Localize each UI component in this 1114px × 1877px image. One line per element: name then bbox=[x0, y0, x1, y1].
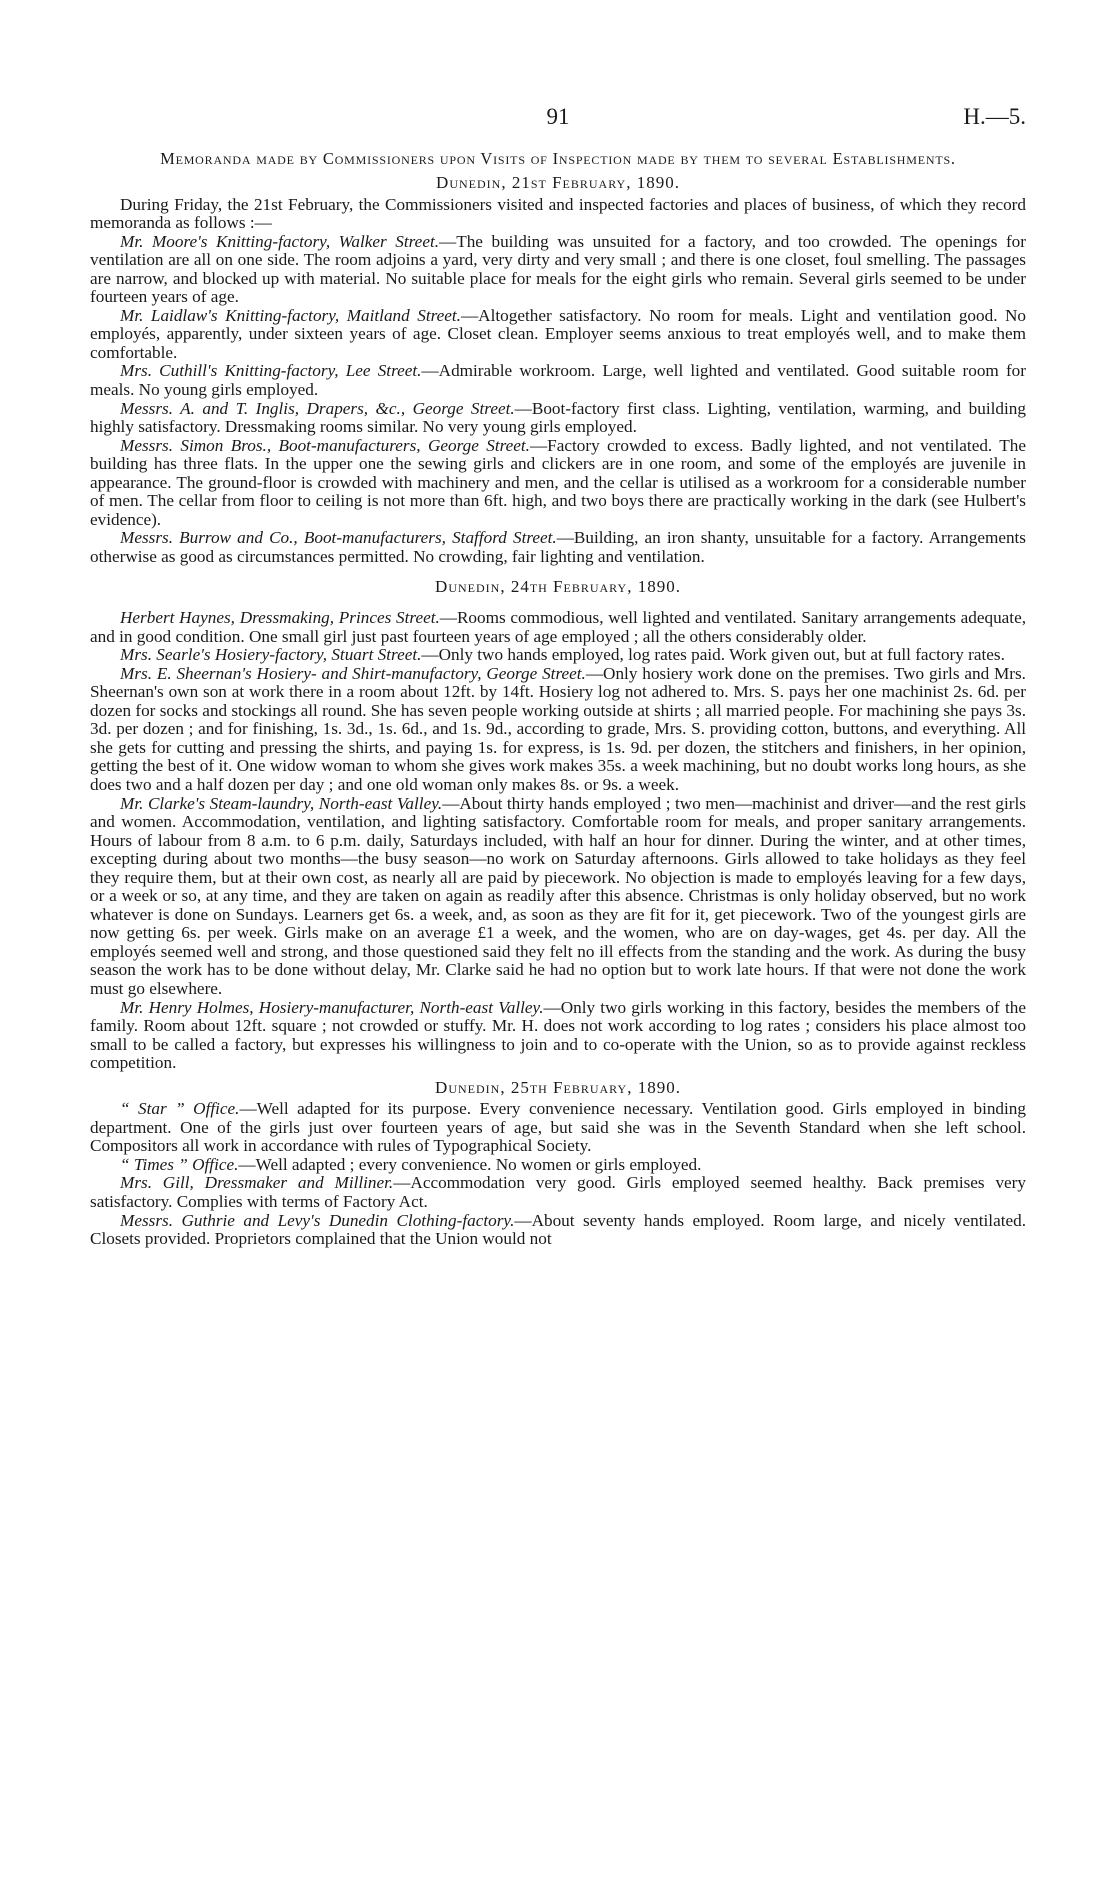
paragraph bbox=[90, 665, 1026, 795]
paragraph-text: —Building, an iron shanty, unsuitable for a factory. Arrangements otherwise as good as circumstances permitted. No crowding, fair lighting and ventilation. bbox=[90, 528, 1026, 566]
paragraph bbox=[90, 362, 1026, 399]
paragraph-text: —The building was unsuited for a factory, and too crowded. The openings for ventilation are all on one side. The room adjoins a yard, very dirty and very small ; and there is one closet, foul smelling. The passages are narrow, and blocked up with material. No suitable place for meals for the eight girls who remain. Several girls seemed to be under fourteen years of age. bbox=[90, 231, 1026, 307]
document-title: Memoranda made by Commissioners upon Visits of Inspection made by them to several Establishments. bbox=[160, 149, 956, 168]
document-body bbox=[90, 150, 1026, 1249]
section-21-february bbox=[90, 174, 1026, 566]
paragraph bbox=[90, 1174, 1026, 1211]
paragraph-text: —Admirable workroom. Large, well lighted and ventilated. Good suitable room for meals. No young girls employed. bbox=[90, 361, 1026, 400]
section-25-february bbox=[90, 1079, 1026, 1249]
paragraph-text: —Well adapted ; every convenience. No women or girls employed. bbox=[238, 1154, 702, 1174]
paragraph bbox=[90, 646, 1026, 665]
paragraph bbox=[90, 233, 1026, 307]
paragraph-lead: Mrs. Searle's Hosiery-factory, Stuart Street. bbox=[120, 645, 422, 665]
page-header bbox=[90, 104, 1026, 144]
paragraph-text: —Only two hands employed, log rates paid. Work given out, but at full factory rates. bbox=[421, 645, 1005, 665]
page-number: 91 bbox=[546, 104, 570, 129]
paragraph-text: —Well adapted for its purpose. Every convenience necessary. Ventilation good. Girls employed in binding department. One of the girls just over fourteen years of age, but said she was in the Seventh Standard when she left school. Compositors all work in accordance with rules of Typographical Society. bbox=[90, 1099, 1026, 1156]
paragraph-text: —Rooms commodious, well lighted and ventilated. Sanitary arrangements adequate, and in good condition. One small girl just past fourteen years of age employed ; all the others considerably older. bbox=[90, 608, 1026, 646]
paragraph bbox=[90, 1100, 1026, 1156]
paragraph-text: —Boot-factory first class. Lighting, ventilation, warming, and building highly satisfactory. Dressmaking rooms similar. No very young girls employed. bbox=[90, 398, 1026, 437]
paragraph bbox=[90, 437, 1026, 530]
page-reference: H.—5. bbox=[963, 104, 1026, 129]
paragraph bbox=[90, 1156, 1026, 1175]
paragraph-lead: Mr. Laidlaw's Knitting-factory, Maitland Street. bbox=[120, 305, 461, 325]
paragraph-lead: Messrs. A. and T. Inglis, Drapers, &c., George Street. bbox=[120, 398, 515, 418]
section-24-february bbox=[90, 578, 1026, 1072]
paragraph-lead: Herbert Haynes, Dressmaking, Princes Street. bbox=[120, 608, 440, 628]
paragraph-lead: Messrs. Guthrie and Levy's Dunedin Clothing-factory. bbox=[120, 1210, 515, 1230]
paragraph bbox=[90, 307, 1026, 363]
paragraph bbox=[90, 400, 1026, 437]
section-date: Dunedin, 21st February, 1890. bbox=[436, 173, 680, 192]
paragraph-text: —About thirty hands employed ; two men—machinist and driver—and the rest girls and women. Accommodation, ventilation, and lighting satisfactory. Comfortable room for meals, and proper sanitary arrangements. Hours of labour from 8 a.m. to 6 p.m. daily, Saturdays included, with half an hour for dinner. During the winter, and at other times, excepting during about two months—the busy season—no work on Saturday afternoons. Girls allowed to take holidays as they feel they require them, but at their own cost, as nearly all are paid by piecework. No objection is made to employés leaving for a few days, or a week or so, at any time, and they are taken on again as readily after this absence. Christmas is only holiday observed, but no work whatever is done on Sundays. Learners get 6s. a week, and, as soon as they are fit for it, get piecework. Two of the youngest girls are now getting 6s. per week. Girls make on an average £1 a week, and the women, who are on day-wages, get 4s. per day. All the employés seemed well and strong, and those questioned said they felt no ill effects from the standing and the work. As during the busy season the work has to be done without delay, Mr. Clarke said he had no option but to work late hours. If that were not done the work must go elsewhere. bbox=[90, 793, 1026, 998]
paragraph-lead: Mr. Clarke's Steam-laundry, North-east Valley. bbox=[120, 793, 443, 813]
paragraph-text: During Friday, the 21st February, the Commissioners visited and inspected factories and places of business, of which they record memoranda as follows :— bbox=[90, 194, 1026, 233]
paragraph-lead: Mrs. Gill, Dressmaker and Milliner. bbox=[120, 1173, 394, 1193]
paragraph bbox=[90, 529, 1026, 566]
paragraph bbox=[90, 196, 1026, 233]
paragraph-lead: “ Times ” Office. bbox=[120, 1154, 239, 1174]
paragraph-lead: Messrs. Simon Bros., Boot-manufacturers, George Street. bbox=[120, 435, 530, 455]
paragraph bbox=[90, 999, 1026, 1073]
paragraph-lead: Mrs. Cuthill's Knitting-factory, Lee Street. bbox=[120, 361, 422, 381]
paragraph-text: —Accommodation very good. Girls employed seemed healthy. Back premises very satisfactory. Complies with terms of Factory Act. bbox=[90, 1173, 1026, 1211]
paragraph-lead: Mrs. E. Sheernan's Hosiery- and Shirt-manufactory, George Street. bbox=[120, 663, 586, 683]
paragraph-text: —About seventy hands employed. Room large, and nicely ventilated. Closets provided. Proprietors complained that the Union would not bbox=[90, 1210, 1026, 1249]
paragraph-lead: Mr. Henry Holmes, Hosiery-manufacturer, North-east Valley. bbox=[120, 997, 544, 1017]
paragraph bbox=[90, 795, 1026, 999]
paragraph-lead: “ Star ” Office. bbox=[120, 1099, 240, 1119]
paragraph-text: —Only two girls working in this factory, besides the members of the family. Room about 12ft. square ; not crowded or stuffy. Mr. H. does not work according to log rates ; considers his place almost too small to be called a factory, but expresses his willingness to join and to co-operate with the Union, so as to provide against reckless competition. bbox=[90, 997, 1026, 1073]
paragraph-lead: Messrs. Burrow and Co., Boot-manufacturers, Stafford Street. bbox=[120, 528, 557, 548]
paragraph bbox=[90, 1212, 1026, 1249]
paragraph-text: —Altogether satisfactory. No room for meals. Light and ventilation good. No employés, apparently, under sixteen years of age. Closet clean. Employer seems anxious to treat employés well, and to make them comfortable. bbox=[90, 305, 1027, 362]
paragraph-text: —Only hosiery work done on the premises. Two girls and Mrs. Sheernan's own son at work there in a room about 12ft. by 14ft. Hosiery log not adhered to. Mrs. S. pays her one machinist 2s. 6d. per dozen for socks and stockings all round. She has seven people working outside at shirts ; all married people. For machining she pays 3s. 3d. per dozen ; and for finishing, 1s. 3d., 1s. 6d., and 1s. 9d., according to grade, Mrs. S. providing cotton, buttons, and everything. All she gets for cutting and pressing the shirts, and paying 1s. for express, is 1s. 9d. per dozen, the stitchers and finishers, in her opinion, getting the best of it. One widow woman to whom she gives work makes 35s. a week machining, but no doubt works long hours, as she does two and a half dozen per day ; and one old woman only makes 8s. or 9s. a week. bbox=[90, 663, 1026, 794]
section-date: Dunedin, 25th February, 1890. bbox=[435, 1077, 681, 1097]
paragraph-lead: Mr. Moore's Knitting-factory, Walker Street. bbox=[120, 231, 440, 251]
paragraph-text: —Factory crowded to excess. Badly lighted, and not ventilated. The building has three flats. In the upper one the sewing girls and clickers are in one room, and some of the employés are juvenile in appearance. The ground-floor is crowded with machinery and men, and the cellar is utilised as a workroom for a considerable number of men. The cellar from floor to ceiling is not more than 6ft. high, and two boys there are practically working in the dark (see Hulbert's evidence). bbox=[90, 435, 1026, 529]
paragraph bbox=[90, 609, 1026, 646]
section-date: Dunedin, 24th February, 1890. bbox=[435, 577, 681, 597]
